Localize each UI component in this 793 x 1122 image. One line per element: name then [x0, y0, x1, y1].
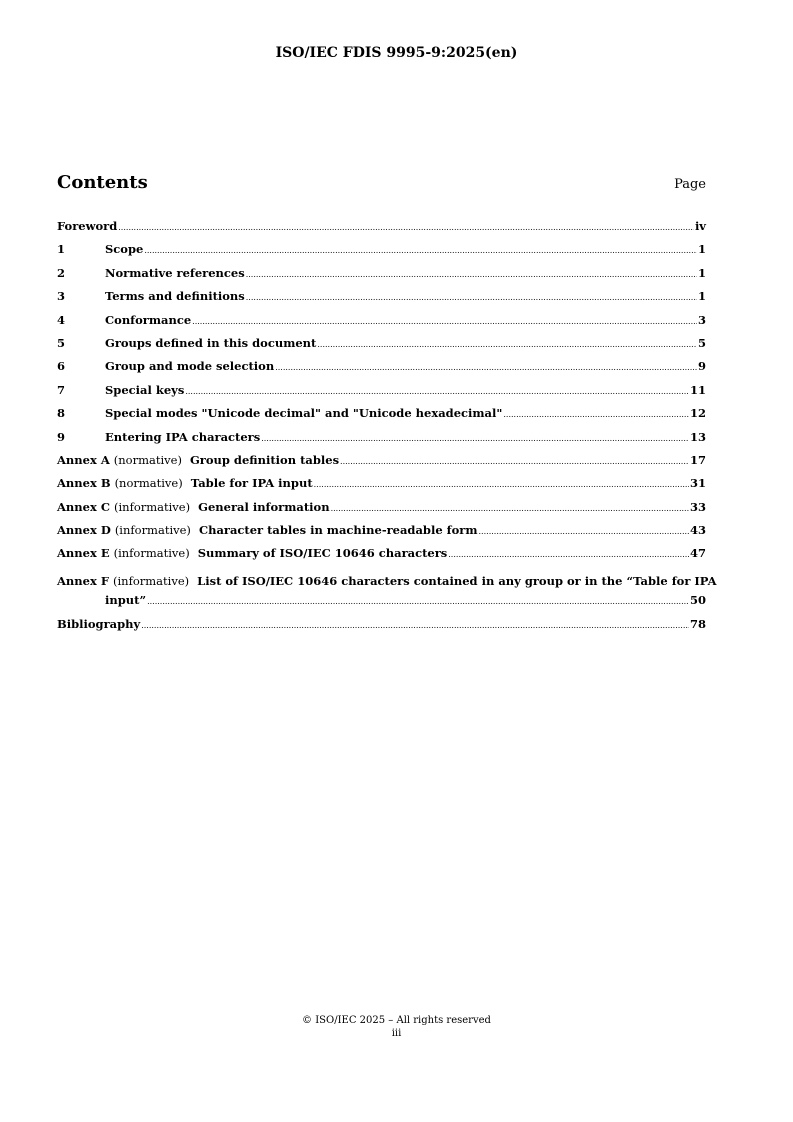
- dot-leader: [261, 434, 689, 443]
- dot-leader: [448, 550, 689, 559]
- toc-annex-entry[interactable]: [57, 476, 706, 499]
- toc-entry[interactable]: [57, 289, 706, 312]
- toc-entry-page: 78: [689, 616, 706, 631]
- toc-entry-title: Bibliography: [57, 616, 141, 631]
- dot-leader: [503, 410, 689, 419]
- annex-label: [57, 546, 447, 560]
- toc-annex-entry-f[interactable]: [57, 570, 717, 617]
- toc-entry-page: 1: [697, 242, 706, 257]
- page-column-label: Page: [674, 177, 706, 192]
- contents-title: Contents: [57, 172, 148, 193]
- toc-entry-number: 6: [57, 359, 66, 374]
- toc-entry-number: 9: [57, 429, 66, 444]
- toc-entry-title: Foreword: [57, 219, 118, 233]
- annex-type: (normative): [113, 452, 182, 467]
- toc-entry-page: 3: [697, 312, 706, 327]
- annex-id: Annex E: [57, 546, 110, 561]
- annex-title: Character tables in machine-readable form: [198, 523, 478, 538]
- toc-entry-bibliography[interactable]: [57, 617, 706, 640]
- toc-entry[interactable]: [57, 336, 706, 359]
- toc-entry[interactable]: [57, 313, 706, 336]
- annex-type: (informative): [113, 573, 190, 588]
- toc-entry-page: iv: [694, 219, 706, 233]
- annex-title-line1: List of ISO/IEC 10646 characters contained in any group or in the “Table for IPA: [197, 573, 717, 588]
- document-header: ISO/IEC FDIS 9995-9:2025(en): [275, 45, 518, 61]
- dot-leader: [317, 340, 697, 349]
- toc-entry-title: Scope: [105, 242, 144, 257]
- toc-entry[interactable]: [57, 359, 706, 382]
- page-footer: [0, 1014, 793, 1040]
- toc-entry-page: 43: [689, 523, 706, 538]
- annex-label: [57, 523, 478, 537]
- toc-entry[interactable]: [57, 406, 706, 429]
- toc-annex-entry[interactable]: [57, 523, 706, 546]
- toc-entry-page: 31: [689, 476, 706, 491]
- dot-leader: [314, 480, 689, 489]
- toc-entry-number: 3: [57, 289, 66, 304]
- annex-title: Table for IPA input: [190, 476, 313, 491]
- dot-leader: [185, 387, 689, 396]
- toc-entry-title: Special keys: [105, 382, 185, 397]
- toc-entry-page: 11: [689, 382, 706, 397]
- toc-entry[interactable]: [57, 383, 706, 406]
- toc-entry-page: 9: [697, 359, 706, 374]
- annex-f-line2: [57, 593, 706, 616]
- toc-entry-number: 4: [57, 312, 66, 327]
- dot-leader: [331, 504, 689, 513]
- toc-entry-page: 1: [697, 265, 706, 280]
- annex-f-line1: [57, 570, 717, 593]
- toc-entry-title: Group and mode selection: [105, 359, 275, 374]
- toc-entry-page: 5: [697, 335, 706, 350]
- toc-annex-entry[interactable]: [57, 546, 706, 569]
- toc-entry-title: Special modes "Unicode decimal" and "Unicode hexadecimal": [105, 406, 503, 421]
- dot-leader: [246, 293, 697, 302]
- dot-leader: [275, 363, 697, 372]
- toc-entry-page: 50: [689, 593, 706, 608]
- toc-annex-entry[interactable]: [57, 453, 706, 476]
- annex-title: Group definition tables: [189, 452, 340, 467]
- annex-title: General information: [198, 499, 330, 514]
- dot-leader: [118, 223, 694, 232]
- toc-entry-foreword[interactable]: [57, 219, 706, 242]
- toc-entry-number: 8: [57, 406, 66, 421]
- toc-entry-number: 5: [57, 335, 66, 350]
- toc-entry-page: 17: [689, 452, 706, 467]
- toc-entry-title: Groups defined in this document: [105, 335, 317, 350]
- dot-leader: [246, 270, 697, 279]
- annex-id: Annex C: [57, 499, 110, 514]
- table-of-contents: [57, 219, 717, 640]
- toc-entry[interactable]: [57, 242, 706, 265]
- annex-title: Summary of ISO/IEC 10646 characters: [197, 546, 448, 561]
- toc-entry[interactable]: [57, 266, 706, 289]
- dot-leader: [340, 457, 689, 466]
- toc-entry-page: 12: [689, 406, 706, 421]
- annex-title-line2: input”: [105, 593, 147, 608]
- toc-entry-number: 7: [57, 382, 66, 397]
- annex-id: Annex D: [57, 523, 111, 538]
- toc-annex-entry[interactable]: [57, 500, 706, 523]
- dot-leader: [147, 597, 689, 606]
- copyright-notice: © ISO/IEC 2025 – All rights reserved: [302, 1015, 491, 1026]
- annex-type: (informative): [113, 546, 190, 561]
- toc-entry-page: 13: [689, 429, 706, 444]
- toc-entry-number: 1: [57, 242, 66, 257]
- annex-type: (informative): [114, 523, 191, 538]
- dot-leader: [192, 317, 697, 326]
- dot-leader: [141, 621, 689, 630]
- dot-leader: [144, 246, 697, 255]
- toc-entry-title: Terms and definitions: [105, 289, 245, 304]
- toc-entry-page: 33: [689, 499, 706, 514]
- toc-entry[interactable]: [57, 430, 706, 453]
- dot-leader: [479, 527, 689, 536]
- annex-id: Annex A: [57, 452, 110, 467]
- annex-type: (informative): [114, 499, 191, 514]
- toc-entry-title: Conformance: [105, 312, 192, 327]
- toc-entry-page: 1: [697, 289, 706, 304]
- annex-label: [57, 453, 339, 467]
- toc-entry-number: 2: [57, 265, 66, 280]
- annex-label: [57, 476, 313, 490]
- annex-label: [57, 500, 330, 514]
- page-number: iii: [391, 1028, 402, 1039]
- toc-entry-page: 47: [689, 546, 706, 561]
- annex-id: Annex F: [57, 573, 109, 588]
- toc-entry-title: Entering IPA characters: [105, 429, 261, 444]
- toc-entry-title: Normative references: [105, 265, 245, 280]
- annex-type: (normative): [114, 476, 183, 491]
- annex-id: Annex B: [57, 476, 111, 491]
